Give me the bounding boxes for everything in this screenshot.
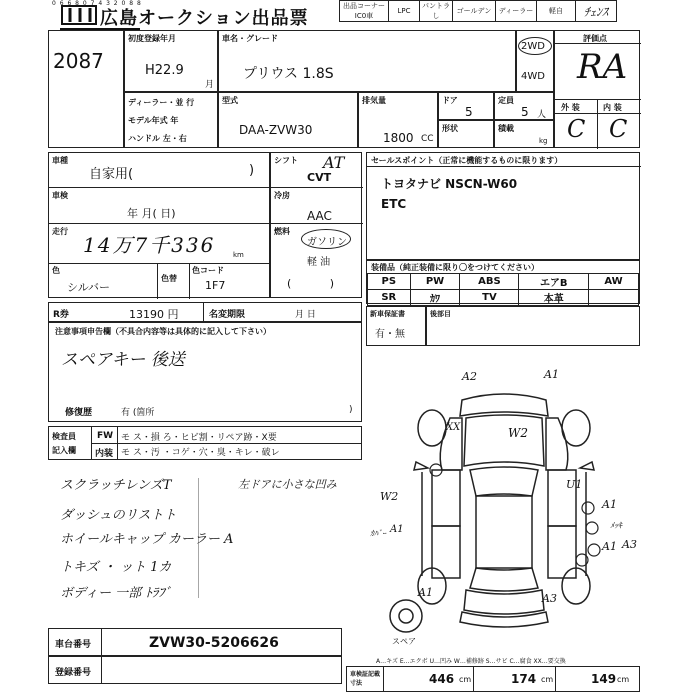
recycle-value: 13190 円 xyxy=(129,308,179,321)
diagram-label-a1-top: A1 xyxy=(544,368,559,381)
dimension-height-unit: cm xyxy=(617,675,630,684)
cell-corner: 出品コーナー IC0車 xyxy=(340,1,389,22)
dealer-box xyxy=(124,92,218,148)
fuel-circle xyxy=(301,229,351,249)
exterior-grade: C xyxy=(567,115,586,143)
interior-row-label: 内装 xyxy=(95,449,114,459)
reg-number-box xyxy=(48,656,342,684)
diagram-label-a3-right: A3 xyxy=(622,538,637,551)
equip-sr: SR xyxy=(368,290,411,306)
diagram-label-a1-bottom-right: A3 xyxy=(542,592,557,605)
use-value: 自家用( xyxy=(89,167,134,182)
equip-aw: AW xyxy=(589,274,639,290)
registration-box xyxy=(124,30,218,92)
fw-text: モ ス・損 ろ・ヒビ割・リペア跡・X要 xyxy=(121,433,277,443)
diagram-label-u1: U1 xyxy=(566,478,583,491)
use-label: 車種 xyxy=(52,156,68,165)
load-label: 積載 xyxy=(498,124,514,133)
color-label: 色 xyxy=(52,266,60,275)
cell-hand-note: ﾁｪﾝｽ xyxy=(576,1,617,22)
type-value: DAA-ZVW30 xyxy=(239,123,313,137)
grade-label: 評価点 xyxy=(583,34,607,43)
lot-number-box xyxy=(48,30,124,148)
drive-4wd: 4WD xyxy=(521,71,545,82)
remarks-box xyxy=(48,322,362,422)
doors-box xyxy=(438,92,494,120)
model-label: 車名・グレード xyxy=(222,34,278,43)
cell-pantora: パントラ し xyxy=(420,1,453,22)
warranty-label: 新車保証書 xyxy=(370,310,405,318)
diagram-label-xx: XX xyxy=(446,422,461,433)
cooling-value: AAC xyxy=(307,209,332,223)
capacity-label: 定員 xyxy=(498,96,514,105)
shift-value: CVT xyxy=(307,171,332,184)
sales-point-label: セールスポイント（正常に機能するものに限ります） xyxy=(371,156,563,165)
warranty-box xyxy=(366,306,426,346)
interior-label: 内 装 xyxy=(603,103,622,112)
diagram-note-cover: ｶﾊﾞｰ xyxy=(370,529,386,538)
month-unit: 月 xyxy=(205,80,215,90)
equip-tv: TV xyxy=(460,290,519,306)
displacement-box xyxy=(358,92,438,148)
checker-label-2: 記入欄 xyxy=(52,446,76,455)
fuel-light: 軽 油 xyxy=(307,257,331,268)
mileage-unit: km xyxy=(233,251,244,259)
notes-area xyxy=(48,466,362,616)
repair-close: ) xyxy=(349,405,353,415)
barcode-text: 0 6 6 8 0 7 4 3 2 0 8 8 xyxy=(52,0,142,7)
inspection-value: 年 月( 日) xyxy=(127,207,176,220)
sales-point-line-1: トヨタナビ NSCN-W60 xyxy=(381,177,518,191)
note-right: 左ドアに小さな凹み xyxy=(238,478,337,491)
displacement-label: 排気量 xyxy=(362,96,386,105)
inspection-label: 車検 xyxy=(52,191,68,200)
recycle-label: R券 xyxy=(53,310,69,320)
equip-leather: 本革 xyxy=(519,290,589,306)
dimension-length-unit: cm xyxy=(459,675,472,684)
diagram-label-a1-right2: A1 xyxy=(602,540,617,553)
sales-point-box xyxy=(366,152,640,260)
header-top-cells xyxy=(339,0,617,22)
dimension-length: 446 xyxy=(429,672,455,686)
color-value: シルバー xyxy=(67,281,110,294)
capacity-value: 5 xyxy=(521,105,529,119)
mileage-label: 走行 xyxy=(52,227,68,236)
vehicle-details-box xyxy=(48,152,270,298)
fuel-paren: ( ) xyxy=(287,277,335,290)
cell-dealer: ディーラー xyxy=(496,1,537,22)
note-4: トキズ ・ ット 1カ xyxy=(60,560,172,575)
use-close: ) xyxy=(249,163,255,178)
dealer-row-1: ディーラー・並 行 xyxy=(128,98,195,107)
repair-label: 修復歴 xyxy=(65,408,93,418)
displacement-unit: CC xyxy=(421,134,434,144)
remarks-handwriting: スペアキー 後送 xyxy=(61,350,185,370)
damage-diagram xyxy=(366,360,640,656)
checker-label-1: 検査員 xyxy=(52,432,76,441)
capacity-box xyxy=(494,92,554,120)
type-box xyxy=(218,92,358,148)
after-box xyxy=(426,306,640,346)
cell-golden: ゴールデン xyxy=(453,1,496,22)
equipment-label: 装備品（純正装備に限り〇をつけてください） xyxy=(371,263,539,272)
capacity-unit: 人 xyxy=(537,110,547,120)
displacement-value: 1800 xyxy=(383,131,414,145)
equip-empty xyxy=(589,290,639,306)
diagram-label-a2: A2 xyxy=(462,370,477,383)
diagram-note-mekki: ﾒｯｷ xyxy=(610,521,622,530)
diagram-label-w2-hood: W2 xyxy=(508,426,528,440)
vin-label: 車台番号 xyxy=(55,640,92,650)
dimension-width: 174 xyxy=(511,672,537,686)
fw-label: FW xyxy=(97,431,114,441)
shift-label: シフト xyxy=(274,156,298,165)
damage-legend: A…キズ E…エクボ U…凹み W…補修跡 S…サビ C…腐食 XX…要交換 xyxy=(376,658,566,665)
mechanical-box xyxy=(270,152,362,298)
grade-score: RA xyxy=(577,47,628,87)
fuel-label: 燃料 xyxy=(274,227,290,236)
spare-label: スペア xyxy=(392,637,416,646)
mileage-value: 14万7千336 xyxy=(83,233,216,257)
shape-label: 形状 xyxy=(442,124,458,133)
car-diagram-svg xyxy=(366,360,640,656)
diagram-label-a1-right: A1 xyxy=(602,498,617,511)
equip-airbag: エアB xyxy=(519,274,589,290)
color-code-label: 色コード xyxy=(192,266,224,275)
registration-value: H22.9 xyxy=(145,63,184,78)
cell-kei: 軽自 xyxy=(537,1,576,22)
equip-ps: PS xyxy=(368,274,411,290)
dealer-row-3: ハンドル 左・右 xyxy=(128,134,187,143)
diagram-label-w2-side: W2 xyxy=(380,490,399,503)
dimensions-label: 車検証記載 寸法 xyxy=(350,671,381,687)
fuel-value: ガソリン xyxy=(307,237,347,248)
note-5: ボディー 一部 ﾄﾗﾌﾞ xyxy=(60,586,172,601)
repair-value: 有 (箇所 xyxy=(121,408,155,418)
drive-2wd: 2WD xyxy=(521,41,545,52)
color-code-value: 1F7 xyxy=(205,279,226,292)
expiry-value: 月 日 xyxy=(295,310,316,320)
dimensions-box xyxy=(346,666,640,692)
diagram-label-a3-left: A1 xyxy=(390,524,404,535)
dimension-height: 149 xyxy=(591,672,617,686)
note-3: ホイールキャップ カーラー A xyxy=(60,532,234,547)
warranty-value: 有・無 xyxy=(375,329,405,340)
equip-kawa: ｶﾜ xyxy=(410,290,460,306)
color-change-label: 色替 xyxy=(161,274,177,283)
shape-box xyxy=(438,120,494,148)
vin-box xyxy=(48,628,342,656)
after-label: 後部目 xyxy=(430,310,451,318)
doors-label: ドア xyxy=(442,96,458,105)
dealer-row-2: モデル年式 年 xyxy=(128,116,179,125)
exterior-label: 外 装 xyxy=(561,103,580,112)
vin-value: ZVW30-5206626 xyxy=(149,635,279,651)
lot-number: 2087 xyxy=(53,49,104,73)
type-label: 型式 xyxy=(222,96,238,105)
checker-box xyxy=(48,426,362,460)
load-box xyxy=(494,120,554,148)
remarks-label: 注意事項申告欄（不具合内容等は具体的に記入して下さい） xyxy=(55,327,271,336)
equip-abs: ABS xyxy=(460,274,519,290)
cooling-label: 冷房 xyxy=(274,191,290,200)
recycle-box xyxy=(48,302,362,322)
sales-point-line-2: ETC xyxy=(381,197,407,211)
registration-label: 初度登録年月 xyxy=(128,34,176,43)
note-1: スクラッチレンズT xyxy=(60,478,172,493)
expiry-label: 名変期限 xyxy=(209,310,246,320)
interior-grade: C xyxy=(609,115,628,143)
interior-row-text: モ ス・汚 ・コゲ・穴・臭・キレ・破レ xyxy=(121,448,280,458)
drive-2wd-circle xyxy=(518,37,552,55)
cell-lpc: LPC xyxy=(389,1,420,22)
doors-value: 5 xyxy=(465,105,473,119)
equipment-box xyxy=(366,260,640,304)
shift-hand: AT xyxy=(323,153,345,172)
drive-box xyxy=(516,30,554,92)
model-box xyxy=(218,30,516,92)
page-title: 広島オークション出品票 xyxy=(100,8,309,29)
diagram-label-a1-bottom: A1 xyxy=(418,586,433,599)
note-2: ダッシュのリストト xyxy=(60,508,177,523)
grade-box xyxy=(554,30,640,148)
load-unit: kg xyxy=(539,137,548,145)
reg-number-label: 登録番号 xyxy=(55,668,92,678)
model-name: プリウス 1.8S xyxy=(243,66,334,82)
dimension-width-unit: cm xyxy=(541,675,554,684)
equip-pw: PW xyxy=(410,274,460,290)
